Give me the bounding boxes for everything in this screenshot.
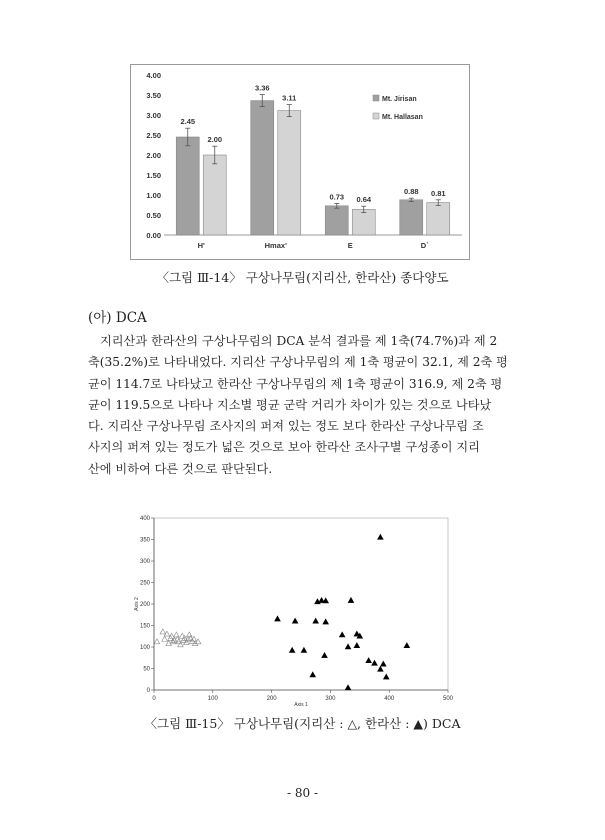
bar bbox=[203, 155, 226, 235]
legend-swatch bbox=[373, 95, 379, 101]
data-label: 3.11 bbox=[282, 93, 297, 103]
bar bbox=[427, 203, 450, 235]
legend-swatch bbox=[373, 113, 379, 119]
plot-frame bbox=[154, 518, 448, 690]
y-tick-label: 400 bbox=[139, 516, 150, 522]
y-tick-label: 0.00 bbox=[146, 231, 161, 240]
bar bbox=[251, 101, 274, 235]
x-tick-label: H' bbox=[197, 241, 205, 250]
scatter-chart-svg bbox=[130, 510, 460, 706]
y-tick-label: 200 bbox=[139, 602, 150, 608]
y-tick-label: 1.50 bbox=[146, 171, 161, 180]
data-label: 0.73 bbox=[329, 192, 345, 202]
section-title: (아) DCA bbox=[88, 310, 147, 326]
x-tick-label: Hmax' bbox=[264, 241, 287, 250]
figure-caption-14: 〈그림 Ⅲ-14〉 구상나무림(지리산, 한라산) 종다양도 bbox=[156, 270, 449, 285]
bar-chart-svg bbox=[130, 64, 470, 260]
y-tick-label: 250 bbox=[139, 580, 150, 587]
y-tick-label: 50 bbox=[143, 666, 150, 673]
x-tick-label: 400 bbox=[384, 696, 395, 702]
y-tick-label: 0 bbox=[146, 688, 150, 694]
data-label: 2.45 bbox=[180, 117, 196, 127]
y-tick-label: 3.00 bbox=[146, 111, 161, 120]
paragraph-line: 다. 지리산 구상나무림 조사지의 퍼져 있는 정도 보다 한라산 구상나무림 조 bbox=[88, 419, 484, 434]
data-label: 0.88 bbox=[403, 187, 419, 197]
x-tick-label: E bbox=[347, 241, 353, 250]
y-tick-label: 3.50 bbox=[146, 91, 161, 100]
bar bbox=[352, 209, 375, 235]
page-number: - 80 - bbox=[286, 786, 318, 800]
paragraph-line: 축(35.2%)로 나타내었다. 지리산 구상나무림의 제 1축 평균이 32.1, 제 2축 평 bbox=[88, 355, 508, 370]
x-axis-label: Axis 1 bbox=[294, 702, 308, 706]
y-tick-label: 2.00 bbox=[146, 151, 161, 160]
data-label: 0.64 bbox=[356, 195, 372, 205]
data-label: 2.00 bbox=[207, 135, 223, 145]
dca-scatter-chart bbox=[130, 510, 460, 706]
y-tick-label: 300 bbox=[139, 559, 150, 565]
legend-label: Mt. Jirisan bbox=[382, 96, 417, 103]
x-tick-label: 0 bbox=[152, 696, 156, 702]
y-tick-label: 1.00 bbox=[146, 191, 161, 200]
data-label: 3.36 bbox=[254, 83, 270, 93]
paragraph-line: 사지의 퍼져 있는 정도가 넓은 것으로 보아 한라산 조사구별 구성종이 지리 bbox=[88, 440, 480, 455]
paragraph-line: 균이 119.5으로 나타나 지소별 평균 군락 거리가 차이가 있는 것으로 나타났 bbox=[88, 397, 492, 412]
y-tick-label: 350 bbox=[139, 537, 150, 544]
body-paragraph bbox=[88, 331, 521, 480]
x-tick-label: 100 bbox=[207, 696, 218, 702]
y-tick-label: 0.50 bbox=[146, 211, 161, 220]
bar bbox=[176, 137, 199, 235]
diversity-bar-chart bbox=[130, 64, 470, 260]
bar bbox=[278, 111, 301, 235]
figure-caption-15: 〈그림 Ⅲ-15〉 구상나무림(지리산 : △, 한라산 : ▲) DCA bbox=[144, 716, 461, 731]
x-tick-label: 300 bbox=[325, 696, 336, 702]
y-axis-label: Axis 2 bbox=[134, 597, 140, 611]
y-tick-label: 2.50 bbox=[146, 131, 161, 140]
x-tick-label: 500 bbox=[442, 696, 454, 702]
paragraph-line: 산에 비하여 다른 것으로 판단된다. bbox=[88, 461, 273, 476]
bar bbox=[400, 200, 423, 235]
paragraph-line: 지리산과 한라산의 구상나무림의 DCA 분석 결과를 제 1축(74.7%)과 제 2 bbox=[100, 334, 498, 348]
y-tick-label: 100 bbox=[139, 645, 150, 651]
x-tick-label: D` bbox=[420, 241, 429, 250]
legend-label: Mt. Hallasan bbox=[382, 114, 423, 121]
data-label: 0.81 bbox=[430, 188, 446, 198]
paragraph-line: 균이 114.7로 나타났고 한라산 구상나무림의 제 1축 평균이 316.9, 제 2축 평 bbox=[88, 376, 503, 391]
x-tick-label: 200 bbox=[266, 696, 277, 702]
y-tick-label: 150 bbox=[139, 623, 150, 630]
y-tick-label: 4.00 bbox=[146, 71, 161, 80]
bar bbox=[325, 206, 348, 235]
